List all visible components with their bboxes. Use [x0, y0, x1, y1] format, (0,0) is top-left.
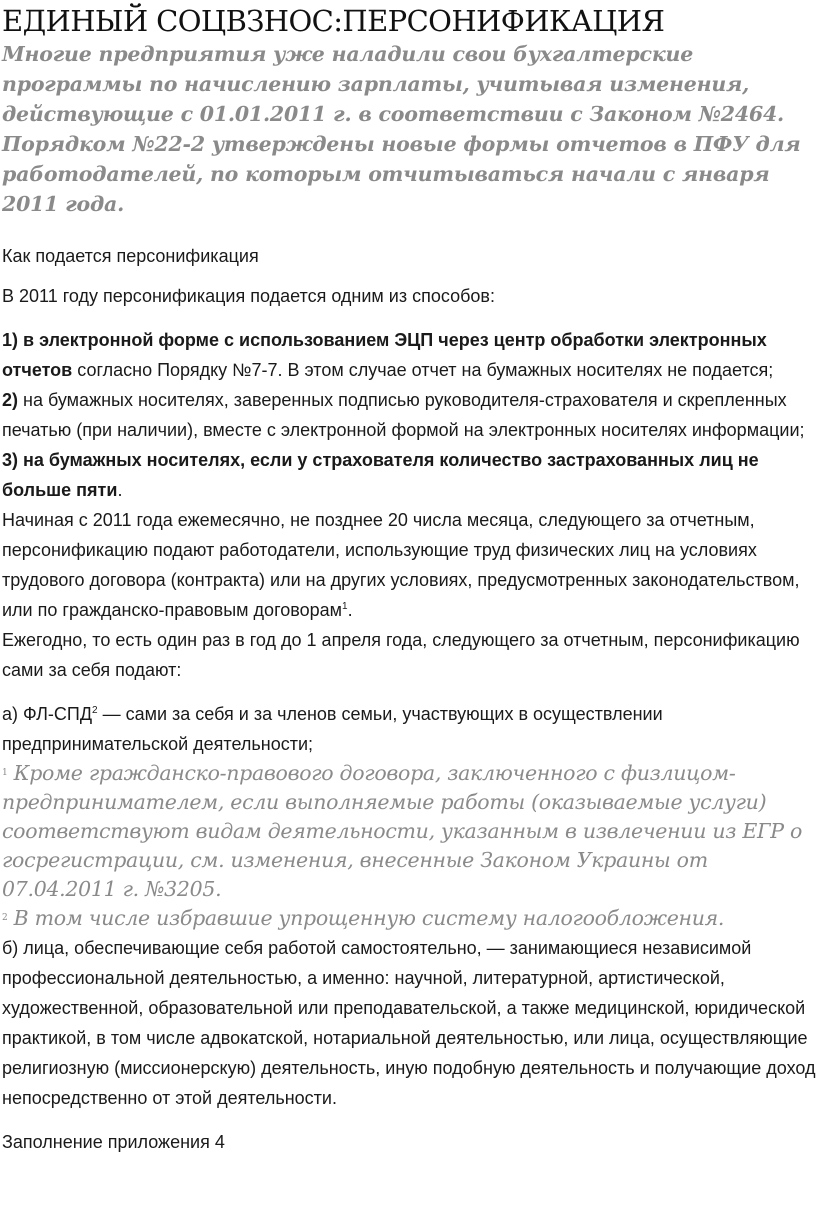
footnote-2-marker: 2: [2, 913, 8, 923]
monthly-end: .: [347, 600, 353, 620]
item-a-text: — сами за себя и за членов семьи, участвующих в осуществлении предпринимательской деятельности;: [2, 704, 663, 754]
footnote-1: [2, 759, 816, 904]
footnote-1-text: Кроме гражданско-правового договора, заключенного с физлицом-предпринимателем, если выполняемые работы (оказываемые услуги) соответствуют видам деятельности, указанным в извлечении из ЕГР о госрегистрации, см. изменения, внесенные Законом Украины от 07.04.2011 г. №3205.: [2, 761, 803, 901]
method-3-end: .: [117, 480, 123, 500]
method-2: [2, 385, 816, 445]
intro-paragraph: В 2011 году персонификация подается одним из способов:: [2, 286, 495, 306]
article-lead: Многие предприятия уже наладили свои бухгалтерские программы по начислению зарплаты, учитывая изменения, действующие с 01.01.2011 г. в соответствии с Законом №2464. Порядком №22-2 утверждены новые формы отчетов в ПФУ для работодателей, по которым отчитываться начали с января 2011 года.: [2, 42, 801, 216]
method-3-bold: 3) на бумажных носителях, если у страхователя количество застрахованных лиц не больше пяти: [2, 450, 759, 500]
footnote-2-text: В том числе избравшие упрощенную систему налогообложения.: [7, 906, 725, 930]
monthly-text: Начиная с 2011 года ежемесячно, не позднее 20 числа месяца, следующего за отчетным, персонификацию подают работодатели, использующие труд физических лиц на условиях трудового договора (контракта) или на других условиях, предусмотренных законодательством, или по гражданско-правовым договорам: [2, 510, 800, 620]
method-1-text: согласно Порядку №7-7. В этом случае отчет на бумажных носителях не подается;: [72, 360, 774, 380]
footnote-ref-2: 2: [92, 705, 98, 716]
section-heading: Как подается персонификация: [2, 246, 259, 266]
annual-paragraph: Ежегодно, то есть один раз в год до 1 апреля года, следующего за отчетным, персонификацию сами за себя подают:: [2, 630, 800, 680]
footnote-ref-1: 1: [342, 601, 348, 612]
method-1-bold: 1) в электронной форме с использованием ЭЦП через центр обработки электронных отчетов: [2, 330, 767, 380]
method-3: [2, 445, 816, 505]
page-title: ЕДИНЫЙ СОЦВЗНОС:ПЕРСОНИФИКАЦИЯ: [2, 4, 665, 38]
monthly-paragraph: [2, 505, 816, 625]
method-2-number: 2): [2, 390, 19, 410]
footnote-2: [2, 904, 816, 933]
footnote-1-marker: 1: [2, 768, 8, 778]
item-a-start: а) ФЛ-СПД: [2, 704, 93, 724]
item-b: б) лица, обеспечивающие себя работой самостоятельно, — занимающиеся независимой профессиональной деятельностью, а именно: научной, литературной, артистической, художественной, образовательной или преподавательской, а также медицинской, юридической практикой, в том числе адвокатской, нотариальной деятельностью, или лица, осуществляющие религиозную (миссионерскую) деятельность, иную подобную деятельность и получающие доход непосредственно от этой деятельности.: [2, 938, 816, 1108]
method-2-text: на бумажных носителях, заверенных подписью руководителя-страхователя и скрепленных печатью (при наличии), вместе с электронной формой на электронных носителях информации;: [2, 390, 805, 440]
method-1: [2, 325, 816, 385]
appendix-heading: Заполнение приложения 4: [2, 1132, 225, 1152]
item-a: [2, 699, 816, 759]
